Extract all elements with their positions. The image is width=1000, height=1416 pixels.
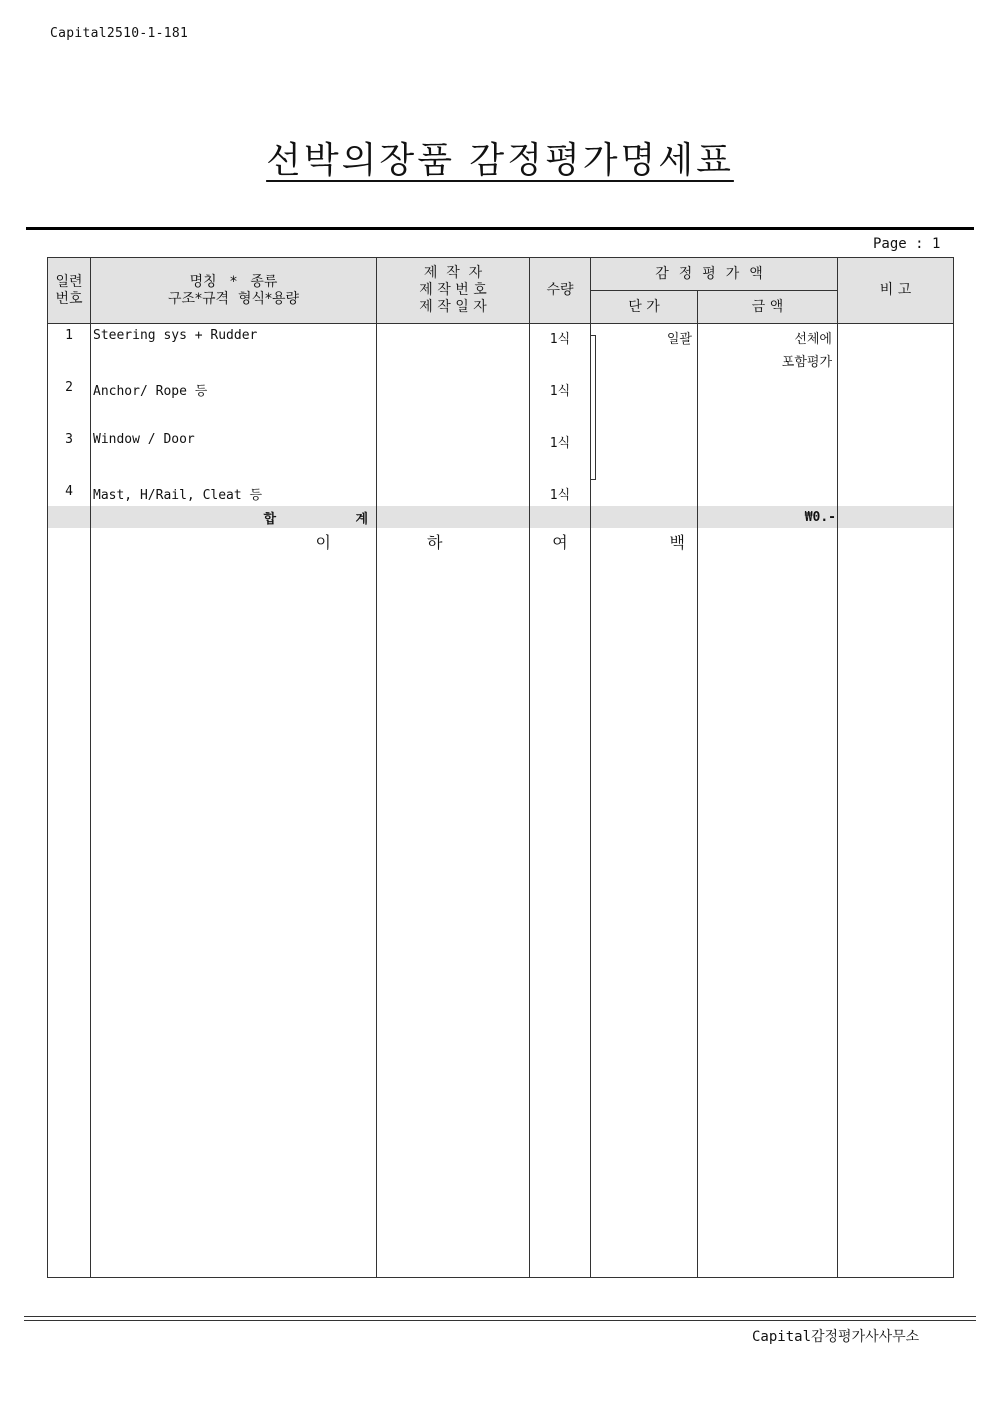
item-remarks <box>838 480 954 506</box>
header-maker-line3: 제 작 일 자 <box>419 299 487 315</box>
item-qty: 1식 <box>530 428 591 480</box>
item-qty: 1식 <box>530 480 591 506</box>
item-maker <box>377 376 530 428</box>
item-no: 2 <box>48 376 91 428</box>
page-title <box>0 132 1000 183</box>
item-remarks <box>838 428 954 480</box>
header-unit-price: 단 가 <box>591 291 698 324</box>
header-name <box>91 258 377 324</box>
item-no: 1 <box>48 324 91 377</box>
item-name: Steering sys + Rudder <box>91 324 377 377</box>
appraisal-table <box>47 257 954 1278</box>
total-label-b: 계 <box>355 511 368 527</box>
page-number: Page : 1 <box>873 236 941 252</box>
document-code: Capital2510-1-181 <box>50 26 189 41</box>
bottom-rule-double <box>24 1320 976 1321</box>
notice-char-4: 백 <box>591 528 698 554</box>
table-row <box>48 324 954 377</box>
notice-char-2: 하 <box>377 528 530 554</box>
item-amount <box>698 428 838 480</box>
header-serial <box>48 258 91 324</box>
item-qty: 1식 <box>530 376 591 428</box>
header-serial-line1: 일련 <box>55 273 83 290</box>
item-maker <box>377 480 530 506</box>
table-row <box>48 480 954 506</box>
notice-char-1: 이 <box>91 528 377 554</box>
table-row <box>48 376 954 428</box>
item-name: Mast, H/Rail, Cleat 등 <box>91 480 377 506</box>
header-maker <box>377 258 530 324</box>
item-amount <box>698 324 838 377</box>
header-appraisal <box>591 258 838 291</box>
top-rule <box>26 227 974 230</box>
header-maker-line1: 제 작 자 <box>423 265 483 281</box>
notice-char-3: 여 <box>530 528 591 554</box>
grouping-bracket <box>591 335 596 480</box>
title-text: 선박의장품 감정평가명세표 <box>266 140 734 181</box>
header-qty: 수량 <box>530 258 591 324</box>
item-unit-price <box>591 480 698 506</box>
total-label <box>91 506 377 528</box>
header-serial-line2: 번호 <box>55 290 83 307</box>
closing-notice-row <box>48 528 954 554</box>
item-amount-line1: 선체에 <box>794 332 832 347</box>
header-maker-line2: 제 작 번 호 <box>419 282 487 298</box>
item-qty: 1식 <box>530 324 591 377</box>
total-amount: ₩0.- <box>698 506 838 528</box>
item-maker <box>377 324 530 377</box>
item-maker <box>377 428 530 480</box>
total-row <box>48 506 954 528</box>
item-name: Window / Door <box>91 428 377 480</box>
item-unit-price <box>591 428 698 480</box>
item-remarks <box>838 376 954 428</box>
item-amount <box>698 480 838 506</box>
header-appraisal-text: 감정평가액 <box>655 265 773 282</box>
item-no: 4 <box>48 480 91 506</box>
header-remarks: 비 고 <box>838 258 954 324</box>
item-unit-price <box>591 376 698 428</box>
table-row <box>48 428 954 480</box>
office-name: Capital감정평가사사무소 <box>752 1329 920 1345</box>
header-name-line1: 명칭 * 종류 <box>189 273 278 290</box>
empty-area <box>48 554 954 1278</box>
item-remarks <box>838 324 954 377</box>
item-unit-price: 일괄 <box>591 324 698 377</box>
bottom-rule <box>24 1316 976 1317</box>
header-amount: 금 액 <box>698 291 838 324</box>
item-name: Anchor/ Rope 등 <box>91 376 377 428</box>
header-name-line2: 구조*규격 형식*용량 <box>167 290 300 307</box>
item-amount-line2: 포함평가 <box>781 355 832 370</box>
item-no: 3 <box>48 428 91 480</box>
total-label-a: 합 <box>263 511 276 527</box>
item-amount <box>698 376 838 428</box>
